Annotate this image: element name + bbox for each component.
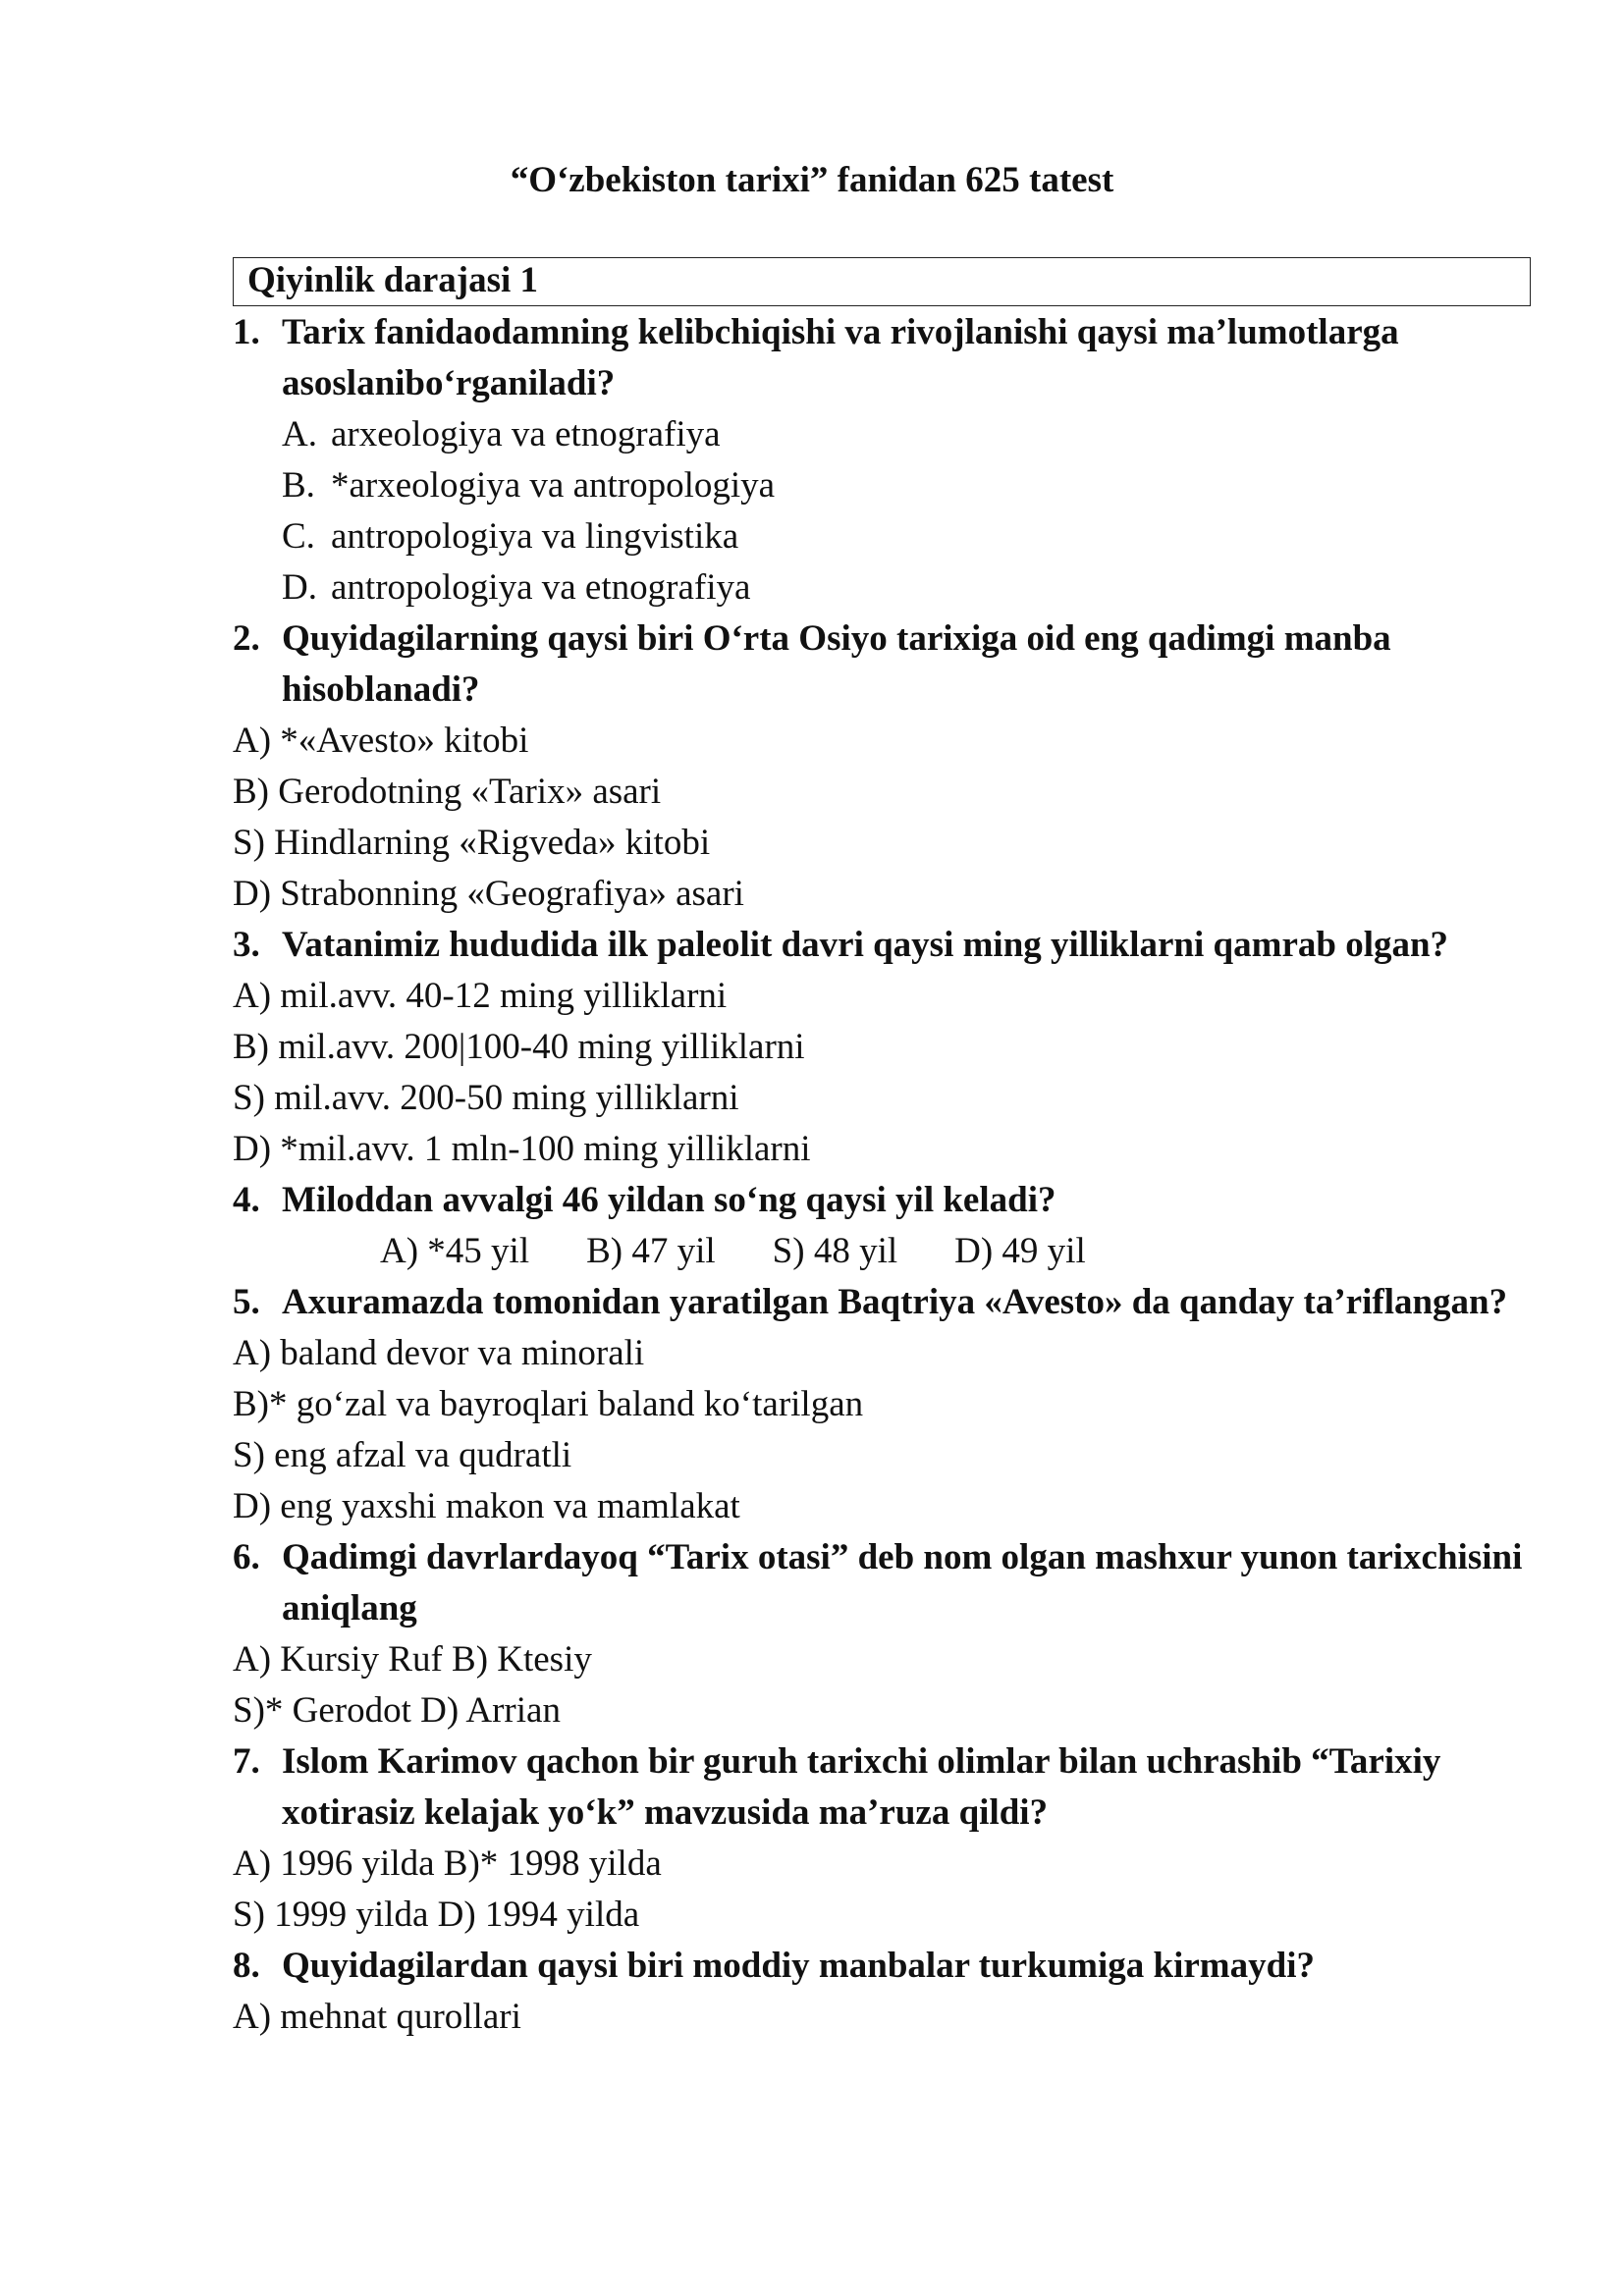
question-text: Qadimgi davrlardayoq “Tarix otasi” deb nom olgan mashxur yunon tarixchisini aniqlang — [282, 1537, 1523, 1629]
question-text: Axuramazda tomonidan yaratilgan Baqtriya «Avesto» da qanday ta’riflangan? — [282, 1282, 1508, 1322]
question-number: 1. — [233, 312, 260, 352]
question-2 — [233, 614, 1539, 716]
question-number: 7. — [233, 1741, 260, 1782]
question-5 — [233, 1277, 1539, 1328]
question-text: Quyidagilarning qaysi biri O‘rta Osiyo tarixiga oid eng qadimgi manba hisoblanadi? — [282, 618, 1391, 710]
question-number: 2. — [233, 618, 260, 659]
option-5b: B)* go‘zal va bayroqlari baland ko‘tarilgan — [233, 1384, 864, 1424]
question-1 — [233, 307, 1539, 409]
option-4c: S) 48 yil — [772, 1231, 898, 1271]
question-8 — [233, 1941, 1539, 1992]
question-3 — [233, 920, 1539, 971]
option-1d: D. antropologiya va etnografiya — [282, 567, 751, 608]
option-4b: B) 47 yil — [586, 1231, 716, 1271]
option-4a: A) *45 yil — [380, 1231, 530, 1271]
question-text: Tarix fanidaodamning kelibchiqishi va rivojlanishi qaysi ma’lumotlarga asoslanibo‘rganiladi? — [282, 312, 1399, 403]
question-list — [233, 307, 1539, 2043]
question-text: Vatanimiz hududida ilk paleolit davri qaysi ming yilliklarni qamrab olgan? — [282, 925, 1449, 965]
option-8a: A) mehnat qurollari — [233, 1997, 521, 2037]
option-2c: S) Hindlarning «Rigveda» kitobi — [233, 823, 711, 863]
option-2d: D) Strabonning «Geografiya» asari — [233, 874, 744, 914]
difficulty-level-box: Qiyinlik darajasi 1 — [233, 257, 1531, 306]
option-2a: A) *«Avesto» kitobi — [233, 721, 529, 761]
option-1b: B. *arxeologiya va antropologiya — [282, 465, 776, 506]
question-4 — [233, 1175, 1539, 1226]
question-7 — [233, 1736, 1539, 1839]
question-number: 6. — [233, 1537, 260, 1577]
option-3b: B) mil.avv. 200|100-40 ming yilliklarni — [233, 1027, 805, 1067]
option-7cd: S) 1999 yilda D) 1994 yilda — [233, 1895, 640, 1935]
option-2b: B) Gerodotning «Tarix» asari — [233, 772, 662, 812]
options-row-4 — [233, 1226, 1539, 1277]
option-3d: D) *mil.avv. 1 mln-100 ming yilliklarni — [233, 1129, 811, 1169]
option-7ab: A) 1996 yilda B)* 1998 yilda — [233, 1843, 662, 1884]
question-text: Islom Karimov qachon bir guruh tarixchi olimlar bilan uchrashib “Tarixiy xotirasiz kelajak yo‘k” mavzusida ma’ruza qildi? — [282, 1741, 1441, 1833]
option-6ab: A) Kursiy Ruf B) Ktesiy — [233, 1639, 592, 1680]
option-1a: A. arxeologiya va etnografiya — [282, 414, 721, 454]
question-6 — [233, 1532, 1539, 1634]
question-number: 5. — [233, 1282, 260, 1322]
question-number: 4. — [233, 1180, 260, 1220]
option-5a: A) baland devor va minorali — [233, 1333, 645, 1373]
question-number: 8. — [233, 1946, 260, 1986]
option-3a: A) mil.avv. 40-12 ming yilliklarni — [233, 976, 728, 1016]
option-4d: D) 49 yil — [954, 1231, 1086, 1271]
option-5d: D) eng yaxshi makon va mamlakat — [233, 1486, 740, 1526]
question-number: 3. — [233, 925, 260, 965]
option-1c: C. antropologiya va lingvistika — [282, 516, 739, 557]
option-6cd: S)* Gerodot D) Arrian — [233, 1690, 561, 1731]
option-3c: S) mil.avv. 200-50 ming yilliklarni — [233, 1078, 739, 1118]
document-title: “O‘zbekiston tarixi” fanidan 625 tatest — [510, 160, 1114, 200]
option-5c: S) eng afzal va qudratli — [233, 1435, 572, 1475]
question-text: Miloddan avvalgi 46 yildan so‘ng qaysi yil keladi? — [282, 1180, 1056, 1220]
question-text: Quyidagilardan qaysi biri moddiy manbalar turkumiga kirmaydi? — [282, 1946, 1315, 1986]
